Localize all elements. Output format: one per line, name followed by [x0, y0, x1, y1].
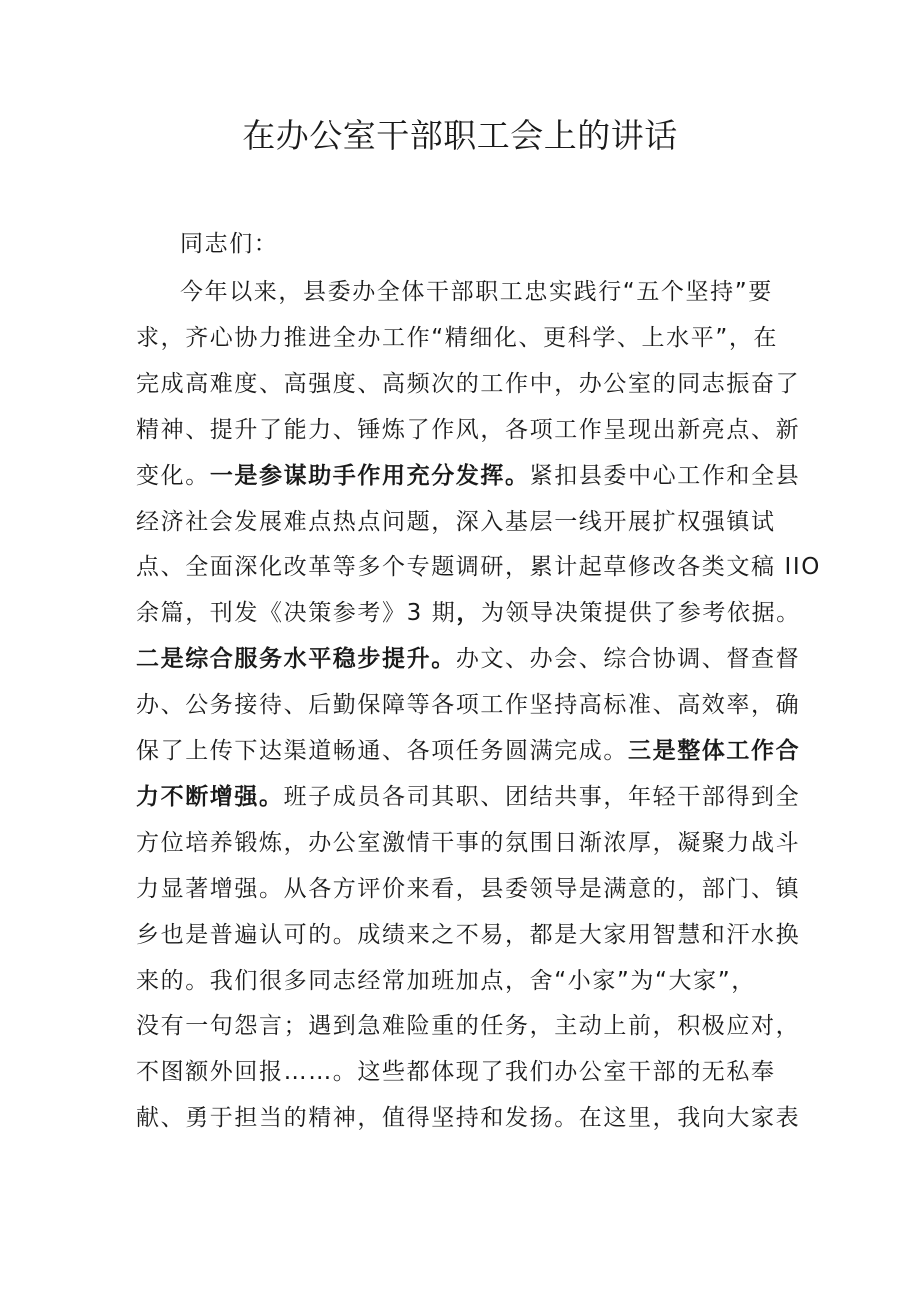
body-text-segment: 变化。: [136, 462, 210, 489]
body-line: [136, 597, 801, 629]
emphasis-text: 一是参谋助手作用充分发挥。: [209, 462, 530, 489]
body-text-segment: 经济社会发展难点热点问题，深入基层一线开展扩权强镇试: [136, 508, 776, 535]
body-line: [136, 551, 821, 583]
body-text-segment: 保了上传下达渠道畅通、各项任务圆满完成。: [136, 738, 628, 764]
emphasis-text: 二是综合服务水平稳步提升。: [136, 646, 456, 673]
salutation: 同志们：: [180, 231, 279, 257]
body-line: [136, 368, 801, 400]
body-text-segment: 乡也是普遍认可的。成绩来之不易，都是大家用智慧和汗水换: [136, 921, 801, 948]
body-text-segment: 方位培养锻炼，办公室激情干事的氛围日渐浓厚，凝聚力战斗: [136, 829, 801, 856]
body-text-segment: 没有一句怨言；遇到急难险重的任务，主动上前，积极应对，: [136, 1013, 801, 1040]
body-line: [136, 735, 801, 767]
body-line: [136, 414, 801, 446]
body-line: [136, 781, 801, 813]
body-text-segment: 今年以来，县委办全体干部职工忠实践行“五个坚持”要: [180, 279, 773, 305]
body-text-segment: 紧扣县委中心工作和全县: [529, 462, 801, 489]
body-line: [136, 1102, 801, 1134]
body-text-segment: 完成高难度、高强度、高频次的工作中，办公室的同志振奋了: [136, 370, 801, 397]
body-line: [136, 506, 776, 538]
body-line: [136, 965, 776, 997]
body-text-segment: 为领导决策提供了参考依据。: [480, 600, 801, 627]
emphasis-text: ，: [456, 600, 481, 627]
document-title: 在办公室干部职工会上的讲话: [242, 116, 678, 155]
body-text-segment: 办、公务接待、后勤保障等各项工作坚持高标准、高效率，确: [136, 692, 801, 719]
body-line: [136, 460, 801, 492]
emphasis-text: 三是整体工作合: [628, 738, 801, 764]
body-text-segment: 点、全面深化改革等多个专题调研，累计起草修改各类文稿 IIO: [136, 554, 821, 581]
body-line: [136, 919, 801, 951]
body-text-segment: 余篇，刊发《决策参考》3 期: [136, 600, 457, 627]
body-text-segment: 办文、办会、综合协调、督查督: [455, 646, 801, 673]
body-text-segment: 力显著增强。从各方评价来看，县委领导是满意的，部门、镇: [136, 875, 801, 902]
body-line: [136, 1056, 776, 1088]
body-line: [136, 689, 801, 721]
body-text-segment: 精神、提升了能力、锤炼了作风，各项工作呈现出新亮点、新: [136, 416, 801, 443]
body-text-segment: 求，齐心协力推进全办工作“精细化、更科学、上水平”，在: [136, 324, 779, 351]
body-line: [136, 643, 801, 675]
emphasis-text: 力不断增强。: [136, 783, 284, 810]
body-line: [136, 827, 801, 859]
body-text-segment: 来的。我们很多同志经常加班加点，舍“小家”为“大家”，: [136, 967, 756, 994]
body-line: [136, 1010, 801, 1042]
body-line: [136, 873, 801, 905]
body-line: [180, 276, 820, 308]
body-text-segment: 不图额外回报……。这些都体现了我们办公室干部的无私奉: [136, 1059, 776, 1086]
body-text-segment: 献、勇于担当的精神，值得坚持和发扬。在这里，我向大家表: [136, 1105, 801, 1132]
body-line: [136, 322, 779, 354]
body-text-segment: 班子成员各司其职、团结共事，年轻干部得到全: [283, 783, 801, 810]
